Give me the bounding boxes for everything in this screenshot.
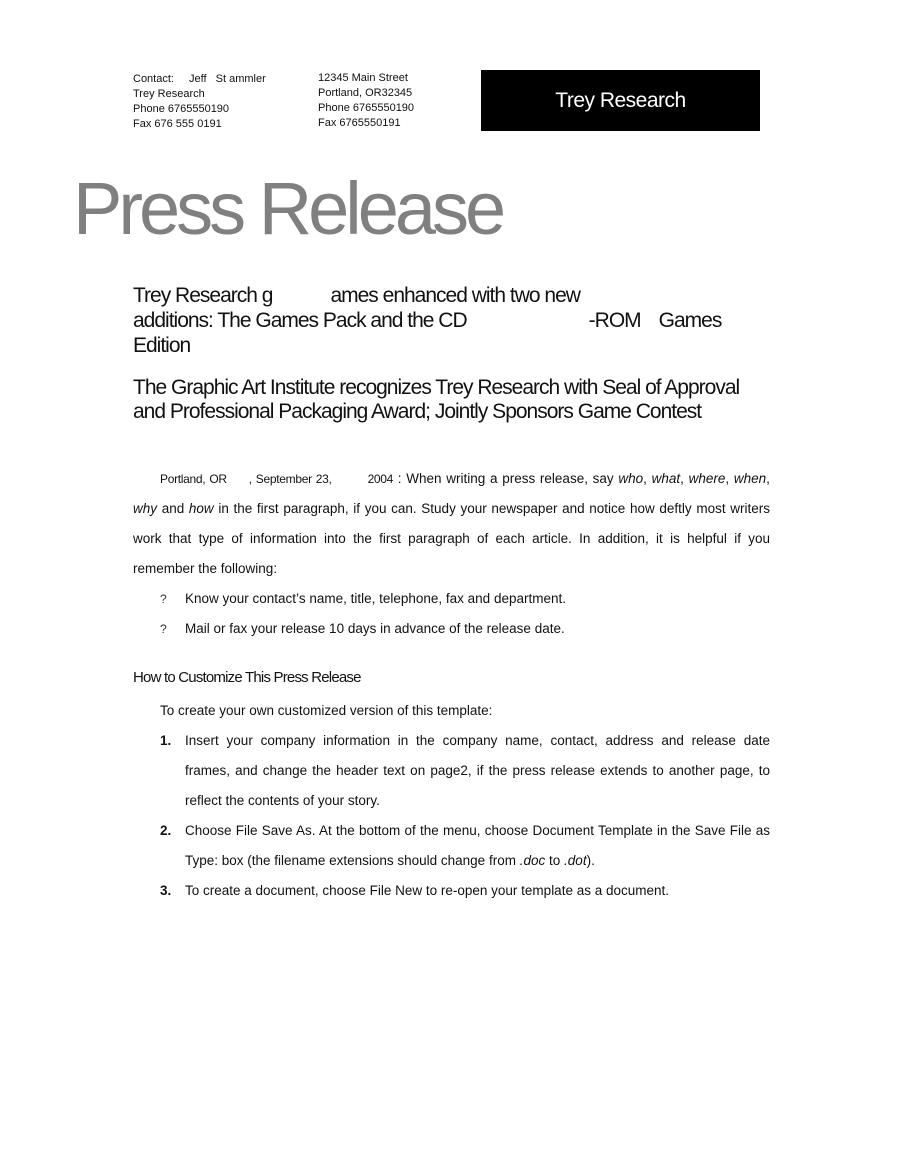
contact-last-name: St ammler [215,73,266,85]
ext-dot: .dot [564,853,587,868]
company-logo-box [481,70,760,131]
bullet-text: Mail or fax your release 10 days in advance of the release date. [185,621,565,636]
step-text: Insert your company information in the company name, contact, address and release date frames, and change the header text on page2, if the press release extends to another page, to reflect the contents of your story. [185,733,770,808]
headline [133,283,733,358]
headline-line-3: Edition [133,334,191,357]
company-logo-text: Trey Research [555,88,686,112]
headline-line-2b: -ROM [588,309,641,332]
ext-doc: .doc [519,853,546,868]
dateline-separator: : [397,471,402,486]
paragraph-text-a: When writing a press release, say [406,471,614,486]
bullet-item [133,584,770,614]
step-item [133,876,770,906]
subheadline: The Graphic Art Institute recognizes Trey Research with Seal of Approval and Professional Packaging Award; Jointly Sponsors Game Contest [133,376,740,423]
headline-line-1a: Trey Research g [133,284,273,307]
bullet-text: Know your contact’s name, title, telephone, fax and department. [185,591,566,606]
word-who: who [618,471,644,486]
step-number: 3. [160,883,172,898]
address-fax: Fax 6765550191 [318,117,401,129]
word-how: how [188,501,214,516]
dateline-date: , September 23, [248,472,332,486]
step-number: 1. [160,733,172,748]
word-what: what [651,471,681,486]
contact-block [133,72,266,132]
word-why: why [133,501,158,516]
dateline-year: 2004 [367,472,394,486]
word-where: where [688,471,726,486]
address-street: 12345 Main Street [318,72,408,84]
contact-name-line [133,72,266,87]
contact-first-name: Jeff [189,73,207,85]
steps-block [133,696,770,906]
paragraph-text-b: in the first paragraph, if you can. Study your newspaper and notice how deftly most writers work that type of information into the first paragraph of each article. In addition, it is helpful if you remember the following: [133,501,770,576]
contact-fax: Fax 676 555 0191 [133,118,222,130]
headline-line-2c: Games [658,309,722,332]
section-heading: How to Customize This Press Release [133,669,361,686]
first-paragraph: Portland, OR , September 23, 2004 : When writing a press release, say who, what, where, when, why and how in the first paragraph, if you can. Study your newspaper and notice how deftly most writers work that type of information into the first paragraph of each article. In addition, it is helpful if you remember the following: [133,471,770,576]
bullet-marker: ? [160,592,167,606]
bullet-list [133,584,770,644]
body-text [133,464,770,644]
address-block [318,71,414,131]
dateline-place: Portland, OR [160,472,227,486]
address-city: Portland, OR32345 [318,87,413,99]
contact-label: Contact: [133,73,174,85]
headline-line-1b: ames enhanced with two new [330,284,580,307]
headline-line-1 [133,283,733,308]
headline-line-2a: additions: The Games Pack and the CD [133,309,467,332]
address-phone: Phone 6765550190 [318,102,415,114]
word-to: to [549,853,561,868]
word-when: when [733,471,767,486]
bullet-marker: ? [160,622,167,636]
bullet-item [133,614,770,644]
step-text-a: Choose File Save As. At the bottom of the menu, choose Document Template in the Save File as Type: box (the filename extensions should change from [185,823,770,868]
step-item [133,726,770,816]
press-release-title: Press Release [73,167,503,250]
steps-intro: To create your own customized version of this template: [160,703,493,718]
step-text: To create a document, choose File New to re-open your template as a document. [185,883,670,898]
step-item [133,816,770,876]
word-and: and [161,501,185,516]
contact-phone: Phone 6765550190 [133,103,230,115]
steps-list [133,726,770,906]
step-text-b: ). [586,853,595,868]
step-number: 2. [160,823,172,838]
contact-company: Trey Research [133,88,205,100]
headline-line-2 [133,308,733,333]
